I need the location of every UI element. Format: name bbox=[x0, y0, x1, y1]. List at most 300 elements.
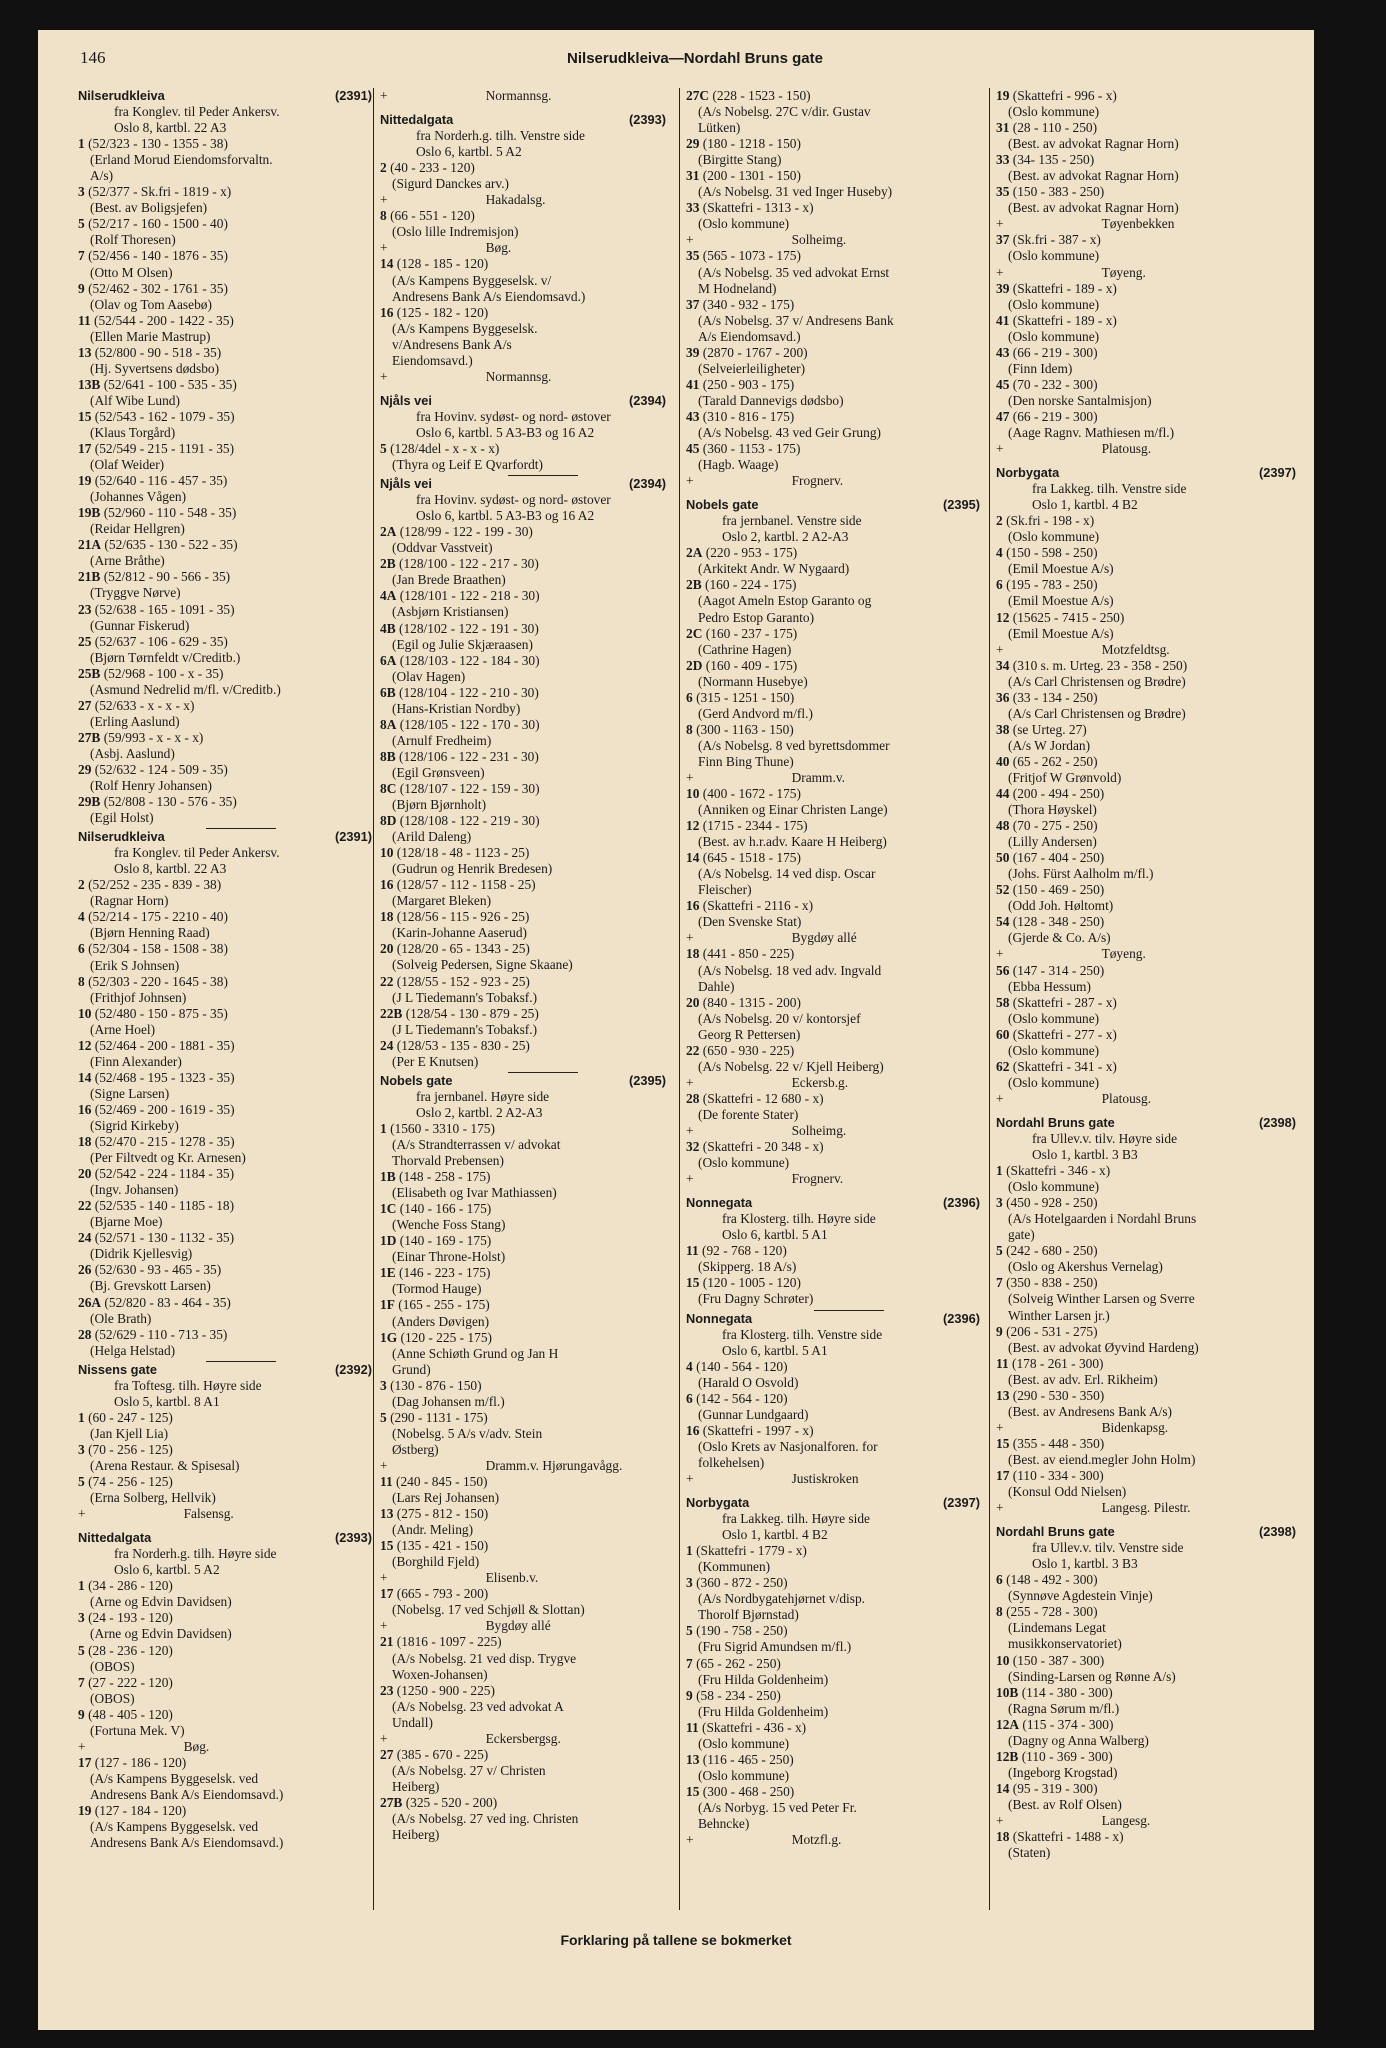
address-entry bbox=[380, 1006, 666, 1022]
house-number: 15 bbox=[686, 1783, 700, 1799]
owner-line: (Tarald Dannevigs dødsbo) bbox=[698, 392, 844, 408]
address-entry bbox=[996, 1324, 1296, 1340]
owner-line: (Erik S Johnsen) bbox=[90, 957, 180, 973]
house-number: 37 bbox=[686, 296, 700, 312]
cross-street-name: Hakadalsg. bbox=[485, 192, 546, 208]
property-values: (52/543 - 162 - 1079 - 35) bbox=[94, 408, 235, 424]
owner-line: (Best. av Rolf Olsen) bbox=[1008, 1796, 1122, 1812]
address-entry bbox=[78, 1230, 372, 1246]
cross-street bbox=[380, 192, 666, 208]
cross-street bbox=[996, 265, 1296, 281]
cross-street bbox=[996, 1091, 1296, 1107]
owner-line: (Rolf Henry Johansen) bbox=[90, 778, 212, 794]
property-values: (255 - 728 - 300) bbox=[1006, 1604, 1098, 1620]
address-entry bbox=[78, 1675, 372, 1691]
street-heading bbox=[380, 1073, 666, 1089]
cross-street-name: Bidenkapsg. bbox=[1101, 1419, 1169, 1435]
house-number: 32 bbox=[686, 1139, 700, 1155]
owner-line: (Asbj. Aaslund) bbox=[90, 745, 175, 761]
house-number: 7 bbox=[78, 1674, 85, 1690]
property-values: (645 - 1518 - 175) bbox=[702, 850, 801, 866]
owner-line: (Gjerde & Co. A/s) bbox=[1008, 930, 1111, 946]
property-values: (110 - 334 - 300) bbox=[1012, 1467, 1104, 1483]
address-entry bbox=[996, 1717, 1296, 1733]
property-values: (52/544 - 200 - 1422 - 35) bbox=[94, 312, 234, 328]
property-values: (300 - 1163 - 150) bbox=[696, 721, 794, 737]
cross-street-name: Langesg. bbox=[1101, 1812, 1151, 1828]
address-entry bbox=[996, 1275, 1296, 1291]
address-entry bbox=[686, 818, 980, 834]
street-code: (2395) bbox=[629, 1072, 666, 1088]
house-number: 27C bbox=[686, 88, 710, 103]
owner-line: (Johs. Fürst Aalholm m/fl.) bbox=[1008, 866, 1154, 882]
address-entry bbox=[78, 634, 372, 650]
owner-line: (J L Tiedemann's Tobaksf.) bbox=[392, 1021, 538, 1037]
owner-line: (Arkitekt Andr. W Nygaard) bbox=[698, 561, 850, 577]
owner-line: Andresens Bank A/s Eiendomsavd.) bbox=[90, 1786, 284, 1802]
house-number: 16 bbox=[380, 877, 394, 893]
property-values: (128/101 - 122 - 218 - 30) bbox=[399, 588, 540, 604]
property-values: (140 - 166 - 175) bbox=[399, 1201, 492, 1217]
address-entry bbox=[78, 1803, 372, 1819]
address-entry bbox=[380, 653, 666, 669]
property-values: (70 - 232 - 300) bbox=[1012, 376, 1098, 392]
property-values: (59/993 - x - x - x) bbox=[103, 729, 204, 745]
owner-line: (Emil Moestue A/s) bbox=[1008, 625, 1114, 641]
owner-line: (Best. av advokat Ragnar Horn) bbox=[1008, 168, 1179, 184]
owner-line: (Erland Morud Eiendomsforvaltn. bbox=[90, 152, 273, 168]
house-number: 24 bbox=[78, 1230, 92, 1246]
property-values: (65 - 262 - 250) bbox=[696, 1655, 781, 1671]
house-number: 38 bbox=[996, 721, 1010, 737]
property-values: (120 - 225 - 175) bbox=[400, 1329, 492, 1345]
owner-line: (Hans-Kristian Nordby) bbox=[392, 700, 521, 716]
cross-street-name: Motzfl.g. bbox=[791, 1832, 842, 1848]
address-entry bbox=[996, 1604, 1296, 1620]
footer-note: Forklaring på tallene se bokmerket bbox=[560, 1932, 792, 1948]
house-number: 24 bbox=[380, 1037, 394, 1053]
house-number: 13 bbox=[380, 1506, 394, 1522]
cross-street bbox=[380, 1731, 666, 1747]
owner-line: (A/s Nobelsg. 27 ved ing. Christen bbox=[392, 1810, 579, 1826]
property-values: (240 - 845 - 150) bbox=[396, 1473, 488, 1489]
address-entry bbox=[996, 882, 1296, 898]
property-values: (160 - 409 - 175) bbox=[705, 657, 798, 673]
house-number: 19 bbox=[78, 473, 92, 489]
owner-line: (Signe Larsen) bbox=[90, 1085, 170, 1101]
address-entry bbox=[380, 974, 666, 990]
street-name: Nordahl Bruns gate bbox=[996, 1524, 1115, 1540]
address-entry bbox=[996, 1356, 1296, 1372]
owner-line: (Emil Moestue A/s) bbox=[1008, 593, 1114, 609]
cross-street bbox=[380, 1458, 666, 1474]
address-entry bbox=[78, 136, 372, 152]
property-values: (160 - 237 - 175) bbox=[705, 625, 798, 641]
column-divider bbox=[373, 88, 374, 1910]
owner-line: (A/s Nobelsg. 27C v/dir. Gustav bbox=[698, 104, 871, 120]
property-values: (140 - 169 - 175) bbox=[399, 1233, 492, 1249]
house-number: 9 bbox=[78, 1706, 85, 1722]
owner-line: (Best. av advokat Ragnar Horn) bbox=[1008, 200, 1179, 216]
cross-marker: + bbox=[996, 1419, 1004, 1435]
address-entry bbox=[380, 1169, 666, 1185]
cross-marker: + bbox=[78, 1506, 86, 1522]
house-number: 1E bbox=[380, 1265, 396, 1281]
cross-street bbox=[686, 473, 980, 489]
property-values: (52/549 - 215 - 1191 - 35) bbox=[94, 441, 235, 457]
address-entry bbox=[686, 1423, 980, 1439]
address-entry bbox=[78, 537, 372, 553]
property-values: (160 - 224 - 175) bbox=[705, 577, 797, 593]
house-number: 16 bbox=[380, 304, 394, 320]
street-code: (2391) bbox=[335, 829, 372, 845]
house-number: 1 bbox=[78, 1578, 85, 1594]
street-info: fra jernbanel. Høyre side bbox=[416, 1088, 550, 1104]
street-name: Nissens gate bbox=[78, 1361, 157, 1377]
address-entry bbox=[78, 762, 372, 778]
address-entry bbox=[78, 1643, 372, 1659]
address-entry bbox=[996, 963, 1296, 979]
house-number: 9 bbox=[996, 1323, 1003, 1339]
owner-line: (A/s Kampens Byggeselsk. ved bbox=[90, 1770, 259, 1786]
property-values: (Skattefri - 1779 - x) bbox=[696, 1543, 807, 1559]
address-entry bbox=[78, 1295, 372, 1311]
owner-line: (Lindemans Legat bbox=[1008, 1620, 1106, 1636]
house-number: 9 bbox=[686, 1687, 693, 1703]
address-entry bbox=[78, 730, 372, 746]
house-number: 19 bbox=[78, 1802, 92, 1818]
street-code: (2397) bbox=[1259, 465, 1296, 481]
address-entry bbox=[996, 88, 1296, 104]
address-entry bbox=[380, 1297, 666, 1313]
property-values: (128/107 - 122 - 159 - 30) bbox=[399, 780, 540, 796]
property-values: (52/635 - 130 - 522 - 35) bbox=[104, 537, 238, 553]
address-entry bbox=[78, 345, 372, 361]
property-values: (350 - 838 - 250) bbox=[1006, 1275, 1098, 1291]
cross-marker: + bbox=[996, 264, 1004, 280]
owner-line: (Lars Rej Johansen) bbox=[392, 1490, 500, 1506]
house-number: 13B bbox=[78, 376, 101, 392]
street-info: fra Toftesg. tilh. Høyre side bbox=[114, 1377, 262, 1393]
property-values: (128/53 - 135 - 830 - 25) bbox=[396, 1037, 530, 1053]
owner-line: (Wenche Foss Stang) bbox=[392, 1217, 506, 1233]
page-number: 146 bbox=[80, 48, 106, 67]
property-values: (40 - 233 - 120) bbox=[390, 160, 475, 176]
owner-line: (A/s Kampens Byggeselsk. bbox=[392, 320, 538, 336]
address-entry bbox=[380, 1747, 666, 1763]
address-entry bbox=[380, 1538, 666, 1554]
house-number: 19 bbox=[996, 88, 1010, 103]
address-entry bbox=[996, 120, 1296, 136]
section-gap bbox=[996, 1107, 1296, 1115]
address-entry bbox=[686, 377, 980, 393]
house-number: 3 bbox=[78, 1441, 85, 1457]
address-entry bbox=[380, 621, 666, 637]
house-number: 34 bbox=[996, 657, 1010, 673]
house-number: 2B bbox=[686, 577, 702, 593]
address-entry bbox=[686, 200, 980, 216]
owner-line: (Klaus Torgård) bbox=[90, 424, 176, 440]
owner-line: Undall) bbox=[392, 1714, 433, 1730]
property-values: (360 - 872 - 250) bbox=[696, 1575, 788, 1591]
owner-line: (Olaf Weider) bbox=[90, 457, 165, 473]
cross-street-name: Langesg. Pilestr. bbox=[1101, 1500, 1191, 1516]
cross-marker: + bbox=[380, 1618, 388, 1634]
street-code: (2394) bbox=[629, 392, 666, 408]
street-info: fra Konglev. til Peder Ankersv. bbox=[114, 104, 280, 120]
address-entry bbox=[380, 556, 666, 572]
house-number: 1G bbox=[380, 1329, 398, 1345]
property-values: (92 - 768 - 120) bbox=[702, 1243, 787, 1259]
owner-line: (Sinding-Larsen og Rønne A/s) bbox=[1008, 1668, 1176, 1684]
address-entry bbox=[78, 1327, 372, 1343]
street-name: Nonnegata bbox=[686, 1310, 753, 1326]
cross-marker: + bbox=[380, 368, 388, 384]
property-values: (242 - 680 - 250) bbox=[1006, 1243, 1098, 1259]
street-heading bbox=[78, 88, 372, 104]
owner-line: (A/s Nobelsg. 35 ved advokat Ernst bbox=[698, 264, 890, 280]
cross-marker: + bbox=[686, 1171, 694, 1187]
address-entry bbox=[686, 1623, 980, 1639]
house-number: 15 bbox=[380, 1538, 394, 1554]
house-number: 43 bbox=[996, 344, 1010, 360]
address-entry bbox=[78, 313, 372, 329]
address-entry bbox=[78, 1410, 372, 1426]
owner-line: (Finn Idem) bbox=[1008, 360, 1073, 376]
property-values: (66 - 219 - 300) bbox=[1012, 344, 1098, 360]
property-values: (70 - 275 - 250) bbox=[1012, 818, 1098, 834]
address-entry bbox=[686, 409, 980, 425]
address-entry bbox=[78, 1166, 372, 1182]
street-info: fra Ullev.v. tilv. Venstre side bbox=[1032, 1540, 1184, 1556]
property-values: (15625 - 7415 - 250) bbox=[1012, 609, 1125, 625]
street-info: fra Lakkeg. tilh. Venstre side bbox=[1032, 481, 1187, 497]
house-number: 19B bbox=[78, 505, 101, 521]
property-values: (52/252 - 235 - 839 - 38) bbox=[88, 877, 222, 893]
property-values: (1715 - 2344 - 175) bbox=[702, 818, 808, 834]
owner-line: (Arne og Edvin Davidsen) bbox=[90, 1626, 232, 1642]
house-number: 11 bbox=[686, 1719, 699, 1735]
owner-line: (Ebba Hessum) bbox=[1008, 978, 1091, 994]
owner-line: (Otto M Olsen) bbox=[90, 264, 173, 280]
house-number: 8A bbox=[380, 716, 397, 732]
owner-line: (Andr. Meling) bbox=[392, 1522, 474, 1538]
street-name: Nobels gate bbox=[686, 497, 759, 513]
street-name: Nilserudkleiva bbox=[78, 829, 165, 845]
property-values: (228 - 1523 - 150) bbox=[712, 88, 811, 103]
house-number: 10 bbox=[686, 786, 700, 802]
street-info: Oslo 6, kartbl. 5 A1 bbox=[722, 1342, 828, 1358]
house-number: 41 bbox=[686, 376, 700, 392]
address-entry bbox=[686, 577, 980, 593]
property-values: (148 - 492 - 300) bbox=[1006, 1572, 1098, 1588]
street-heading bbox=[380, 112, 666, 128]
house-number: 36 bbox=[996, 689, 1010, 705]
address-entry bbox=[996, 1468, 1296, 1484]
house-number: 8 bbox=[380, 208, 387, 224]
owner-line: (Oslo Krets av Nasjonalforen. for bbox=[698, 1438, 878, 1454]
property-values: (128/106 - 122 - 231 - 30) bbox=[399, 748, 539, 764]
section-gap bbox=[686, 1187, 980, 1195]
house-number: 10 bbox=[996, 1652, 1010, 1668]
owner-line: (Sigurd Danckes arv.) bbox=[392, 176, 510, 192]
owner-line: (Erna Solberg, Hellvik) bbox=[90, 1490, 216, 1506]
property-values: (128/54 - 130 - 879 - 25) bbox=[405, 1005, 539, 1021]
house-number: 14 bbox=[996, 1780, 1010, 1796]
address-entry bbox=[78, 794, 372, 810]
owner-line: (Ragna Sørum m/fl.) bbox=[1008, 1700, 1120, 1716]
cross-marker: + bbox=[686, 473, 694, 489]
owner-line: (Dag Johansen m/fl.) bbox=[392, 1393, 505, 1409]
property-values: (114 - 380 - 300) bbox=[1021, 1684, 1113, 1700]
address-entry bbox=[996, 754, 1296, 770]
section-gap bbox=[380, 104, 666, 112]
house-number: 6 bbox=[996, 1572, 1003, 1588]
property-values: (1250 - 900 - 225) bbox=[396, 1682, 495, 1698]
property-values: (52/217 - 160 - 1500 - 40) bbox=[88, 216, 228, 232]
property-values: (52/637 - 106 - 629 - 35) bbox=[94, 633, 228, 649]
property-values: (27 - 222 - 120) bbox=[88, 1674, 173, 1690]
address-entry bbox=[380, 1330, 666, 1346]
property-values: (52/640 - 116 - 457 - 35) bbox=[94, 473, 228, 489]
owner-line: (Fritjof W Grønvold) bbox=[1008, 769, 1122, 785]
address-entry bbox=[686, 168, 980, 184]
address-entry bbox=[78, 216, 372, 232]
house-number: 5 bbox=[996, 1243, 1003, 1259]
street-heading bbox=[996, 465, 1296, 481]
address-entry bbox=[996, 995, 1296, 1011]
cross-marker: + bbox=[996, 216, 1004, 232]
owner-line: (Asmund Nedrelid m/fl. v/Creditb.) bbox=[90, 681, 281, 697]
owner-line: (A/s Nobelsg. 8 ved byrettsdommer bbox=[698, 737, 890, 753]
cross-street-name: Tøyenbekken bbox=[1101, 216, 1175, 232]
owner-line: (Per Filtvedt og Kr. Arnesen) bbox=[90, 1150, 246, 1166]
street-code: (2395) bbox=[943, 497, 980, 513]
house-number: 13 bbox=[686, 1751, 700, 1767]
property-values: (128/20 - 65 - 1343 - 25) bbox=[396, 941, 530, 957]
address-entry bbox=[686, 88, 980, 104]
property-values: (116 - 465 - 250) bbox=[702, 1751, 794, 1767]
house-number: 50 bbox=[996, 850, 1010, 866]
house-number: 62 bbox=[996, 1058, 1010, 1074]
owner-line: (Arne og Edvin Davidsen) bbox=[90, 1594, 232, 1610]
address-entry bbox=[380, 524, 666, 540]
owner-line: (Egil Grønsveen) bbox=[392, 764, 485, 780]
column-2 bbox=[380, 88, 666, 1843]
owner-line: (Hj. Syvertsens dødsbo) bbox=[90, 360, 220, 376]
owner-line: (Arne Bråthe) bbox=[90, 553, 165, 569]
owner-line: (Jan Kjell Lia) bbox=[90, 1425, 169, 1441]
house-number: 10 bbox=[380, 845, 394, 861]
owner-line: (Bj. Grevskott Larsen) bbox=[90, 1278, 211, 1294]
cross-street bbox=[686, 1171, 980, 1187]
property-values: (58 - 234 - 250) bbox=[696, 1687, 781, 1703]
house-number: 5 bbox=[380, 440, 387, 456]
address-entry bbox=[996, 232, 1296, 248]
property-values: (128/105 - 122 - 170 - 30) bbox=[399, 716, 540, 732]
address-entry bbox=[78, 409, 372, 425]
address-entry bbox=[78, 505, 372, 521]
cross-street bbox=[686, 1832, 980, 1848]
street-heading bbox=[686, 1495, 980, 1511]
property-values: (120 - 1005 - 120) bbox=[702, 1275, 801, 1291]
property-values: (52/820 - 83 - 464 - 35) bbox=[104, 1294, 231, 1310]
address-entry bbox=[380, 1410, 666, 1426]
house-number: 9 bbox=[78, 280, 85, 296]
owner-line: (Frithjof Johnsen) bbox=[90, 989, 187, 1005]
house-number: 1B bbox=[380, 1169, 396, 1185]
cross-street bbox=[686, 930, 980, 946]
owner-line: (OBOS) bbox=[90, 1658, 135, 1674]
owner-line: (Oslo kommune) bbox=[1008, 529, 1100, 545]
property-values: (250 - 903 - 175) bbox=[702, 376, 795, 392]
property-values: (385 - 670 - 225) bbox=[396, 1746, 489, 1762]
house-number: 23 bbox=[78, 601, 92, 617]
house-number: 2A bbox=[380, 524, 397, 540]
owner-line: A/s Eiendomsavd.) bbox=[698, 328, 801, 344]
cross-marker: + bbox=[686, 232, 694, 248]
house-number: 12B bbox=[996, 1748, 1019, 1764]
property-values: (95 - 319 - 300) bbox=[1012, 1780, 1098, 1796]
address-entry bbox=[78, 248, 372, 264]
property-values: (128 - 348 - 250) bbox=[1012, 914, 1105, 930]
address-entry bbox=[996, 1653, 1296, 1669]
property-values: (135 - 421 - 150) bbox=[396, 1538, 489, 1554]
address-entry bbox=[686, 786, 980, 802]
cross-marker: + bbox=[380, 1570, 388, 1586]
house-number: 43 bbox=[686, 408, 700, 424]
house-number: 45 bbox=[686, 441, 700, 457]
address-entry bbox=[78, 473, 372, 489]
property-values: (200 - 1301 - 150) bbox=[702, 168, 801, 184]
property-values: (Sk.fri - 387 - x) bbox=[1012, 232, 1101, 248]
address-entry bbox=[380, 160, 666, 176]
house-number: 35 bbox=[686, 248, 700, 264]
owner-line: Georg R Pettersen) bbox=[698, 1026, 801, 1042]
owner-line: gate) bbox=[1008, 1227, 1035, 1243]
house-number: 8B bbox=[380, 748, 396, 764]
address-entry bbox=[996, 1781, 1296, 1797]
property-values: (Skattefri - 2116 - x) bbox=[702, 898, 814, 914]
house-number: 58 bbox=[996, 994, 1010, 1010]
property-values: (52/323 - 130 - 1355 - 38) bbox=[88, 136, 228, 152]
house-number: 21 bbox=[380, 1634, 394, 1650]
owner-line: (A/s Nobelsg. 23 ved advokat A bbox=[392, 1698, 564, 1714]
property-values: (52/629 - 110 - 713 - 35) bbox=[94, 1326, 228, 1342]
cross-marker: + bbox=[380, 1730, 388, 1746]
owner-line: folkehelsen) bbox=[698, 1454, 765, 1470]
street-info: fra Norderh.g. tilh. Venstre side bbox=[416, 128, 585, 144]
property-values: (Skattefri - 1313 - x) bbox=[702, 200, 814, 216]
address-entry bbox=[686, 545, 980, 561]
house-number: 5 bbox=[78, 1642, 85, 1658]
column-divider bbox=[989, 88, 990, 1910]
cross-marker: + bbox=[996, 1090, 1004, 1106]
property-values: (70 - 256 - 125) bbox=[88, 1441, 173, 1457]
street-info: Oslo 6, kartbl. 5 A2 bbox=[114, 1562, 220, 1578]
house-number: 1C bbox=[380, 1201, 397, 1217]
owner-line: (Oslo kommune) bbox=[1008, 1074, 1100, 1090]
property-values: (110 - 369 - 300) bbox=[1021, 1748, 1113, 1764]
property-values: (565 - 1073 - 175) bbox=[702, 248, 801, 264]
house-number: 17 bbox=[78, 441, 92, 457]
property-values: (52/800 - 90 - 518 - 35) bbox=[94, 344, 222, 360]
street-heading bbox=[996, 1115, 1296, 1131]
owner-line: (Ellen Marie Mastrup) bbox=[90, 328, 211, 344]
house-number: 4 bbox=[686, 1358, 693, 1374]
address-entry bbox=[380, 256, 666, 272]
property-values: (128/103 - 122 - 184 - 30) bbox=[399, 652, 540, 668]
